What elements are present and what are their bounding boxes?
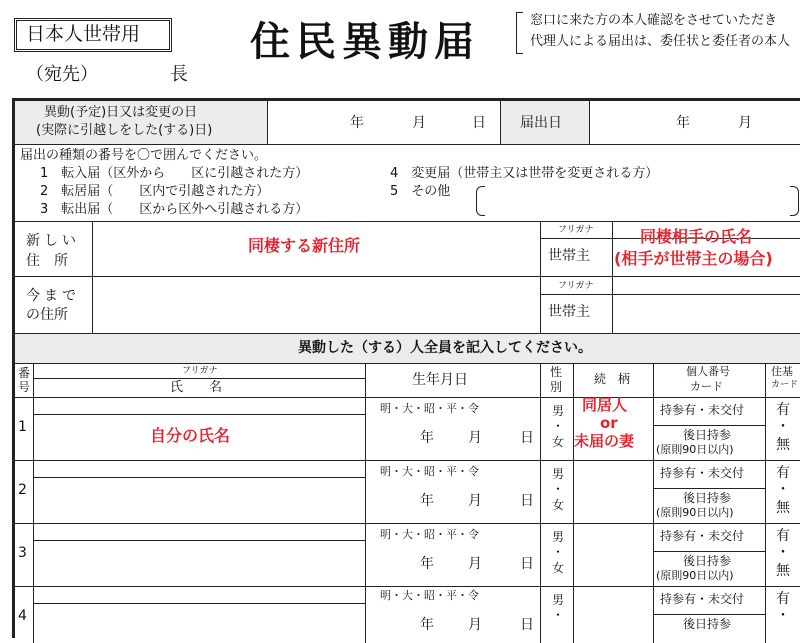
row-number: 3	[18, 545, 27, 561]
household-type-label: 日本人世帯用	[26, 23, 141, 45]
sex-male: 男	[552, 530, 565, 544]
resident-no: 無	[776, 563, 790, 579]
note-bracket	[516, 12, 523, 54]
note-line-2: 代理人による届出は、委任状と委任者の本人	[530, 34, 791, 49]
col-sex-1: 性	[550, 365, 563, 379]
new-address-label-2: 住 所	[26, 253, 68, 269]
new-address-annotation: 同棲する新住所	[248, 236, 361, 255]
sex-male: 男	[552, 593, 565, 607]
sex-female: 女	[552, 435, 565, 449]
date-label-line-1: 異動(予定)日又は変更の日	[44, 105, 198, 120]
addressee-label: （宛先）	[26, 64, 98, 85]
resident-dot: ・	[776, 545, 790, 561]
resident-yes: 有	[776, 402, 790, 418]
resident-dot: ・	[776, 419, 790, 435]
note-line-1: 窓口に来た方の本人確認をさせていただき	[530, 13, 778, 28]
type-option-5: 5 その他	[390, 184, 451, 199]
col-number-2: 号	[18, 380, 31, 394]
card-have: 持参有・未交付	[660, 592, 745, 606]
card-later: 後日持参	[683, 428, 732, 442]
self-name-annotation: 自分の氏名	[150, 426, 231, 445]
col-name: 氏 名	[170, 380, 223, 395]
card-limit: (原則90日以内)	[656, 569, 734, 582]
birth-month: 月	[468, 556, 482, 572]
col-relation: 続 柄	[594, 372, 631, 386]
members-banner-text: 異動した（する）人全員を記入してください。	[298, 340, 592, 356]
type-option-2: 2 転居届（ 区内で引越された方）	[40, 184, 270, 199]
partner-annotation-2: (相手が世帯主の場合)	[614, 249, 773, 268]
birth-day: 日	[520, 556, 534, 572]
other-bracket-left	[476, 186, 485, 216]
prev-address-label-2: の住所	[26, 307, 68, 323]
era-options: 明・大・昭・平・令	[380, 402, 479, 415]
form-title: 住民異動届	[250, 19, 480, 65]
col-resident-2: カード	[771, 380, 799, 390]
resident-dot: ・	[776, 608, 790, 624]
sex-dot: ・	[552, 482, 565, 496]
new-address-label-1: 新しい	[26, 233, 80, 249]
card-limit: (原則90日以内)	[656, 506, 734, 519]
birth-year: 年	[420, 430, 434, 446]
sex-male: 男	[552, 404, 565, 418]
sex-dot: ・	[552, 608, 565, 622]
type-instruction: 届出の種類の番号を〇で囲んでください。	[20, 148, 268, 163]
resident-yes: 有	[776, 528, 790, 544]
birth-year: 年	[420, 493, 434, 509]
card-later: 後日持参	[683, 491, 732, 505]
filing-label: 届出日	[520, 115, 562, 131]
col-number-1: 番	[18, 366, 31, 380]
sex-female: 女	[552, 498, 565, 512]
head-label-1: 世帯主	[548, 248, 590, 264]
birth-year: 年	[420, 556, 434, 572]
furigana-label-2: フリガナ	[558, 281, 594, 291]
resident-no: 無	[776, 437, 790, 453]
relation-annotation-2: or	[600, 414, 618, 432]
resident-yes: 有	[776, 465, 790, 481]
date-year: 年	[350, 115, 364, 131]
card-have: 持参有・未交付	[660, 403, 745, 417]
col-furigana: フリガナ	[182, 366, 218, 376]
date-label-line-2: (実際に引越しをした(する)日)	[36, 123, 213, 138]
birth-day: 日	[520, 493, 534, 509]
partner-annotation-1: 同棲相手の氏名	[640, 227, 753, 246]
birth-month: 月	[468, 493, 482, 509]
sex-female: 女	[552, 561, 565, 575]
sex-dot: ・	[552, 545, 565, 559]
head-label-2: 世帯主	[548, 304, 590, 320]
type-option-3: 3 転出届（ 区から区外へ引越される方）	[40, 202, 309, 217]
date-day: 日	[472, 115, 486, 131]
type-option-1: 1 転入届（区外から 区に引越された方）	[40, 166, 309, 181]
birth-month: 月	[468, 430, 482, 446]
prev-address-label-1: 今まで	[26, 288, 80, 304]
sex-male: 男	[552, 467, 565, 481]
row-number: 2	[18, 482, 27, 498]
type-option-4: 4 変更届（世帯主又は世帯を変更される方）	[390, 166, 659, 181]
relation-annotation-3: 未届の妻	[574, 432, 635, 450]
birth-year: 年	[420, 617, 434, 633]
addressee-suffix: 長	[170, 64, 188, 85]
col-resident-1: 住基	[771, 365, 793, 378]
card-have: 持参有・未交付	[660, 529, 745, 543]
card-limit: (原則90日以内)	[656, 443, 734, 456]
furigana-label-1: フリガナ	[558, 225, 594, 235]
resident-no: 無	[776, 500, 790, 516]
era-options: 明・大・昭・平・令	[380, 528, 479, 541]
row-number: 4	[18, 608, 27, 624]
sex-dot: ・	[552, 419, 565, 433]
date-month: 月	[412, 115, 426, 131]
filing-month: 月	[738, 115, 752, 131]
birth-day: 日	[520, 617, 534, 633]
card-have: 持参有・未交付	[660, 466, 745, 480]
era-options: 明・大・昭・平・令	[380, 589, 479, 602]
col-birth: 生年月日	[412, 372, 468, 388]
filing-year: 年	[676, 115, 690, 131]
col-card-1: 個人番号	[686, 365, 730, 378]
card-later: 後日持参	[683, 617, 732, 631]
era-options: 明・大・昭・平・令	[380, 465, 479, 478]
relation-annotation-1: 同居人	[582, 396, 628, 414]
birth-month: 月	[468, 617, 482, 633]
card-later: 後日持参	[683, 554, 732, 568]
row-number: 1	[18, 419, 27, 435]
birth-day: 日	[520, 430, 534, 446]
col-card-2: カード	[690, 380, 723, 393]
col-sex-2: 別	[550, 380, 563, 394]
other-bracket-right	[790, 186, 799, 216]
resident-dot: ・	[776, 482, 790, 498]
resident-yes: 有	[776, 591, 790, 607]
